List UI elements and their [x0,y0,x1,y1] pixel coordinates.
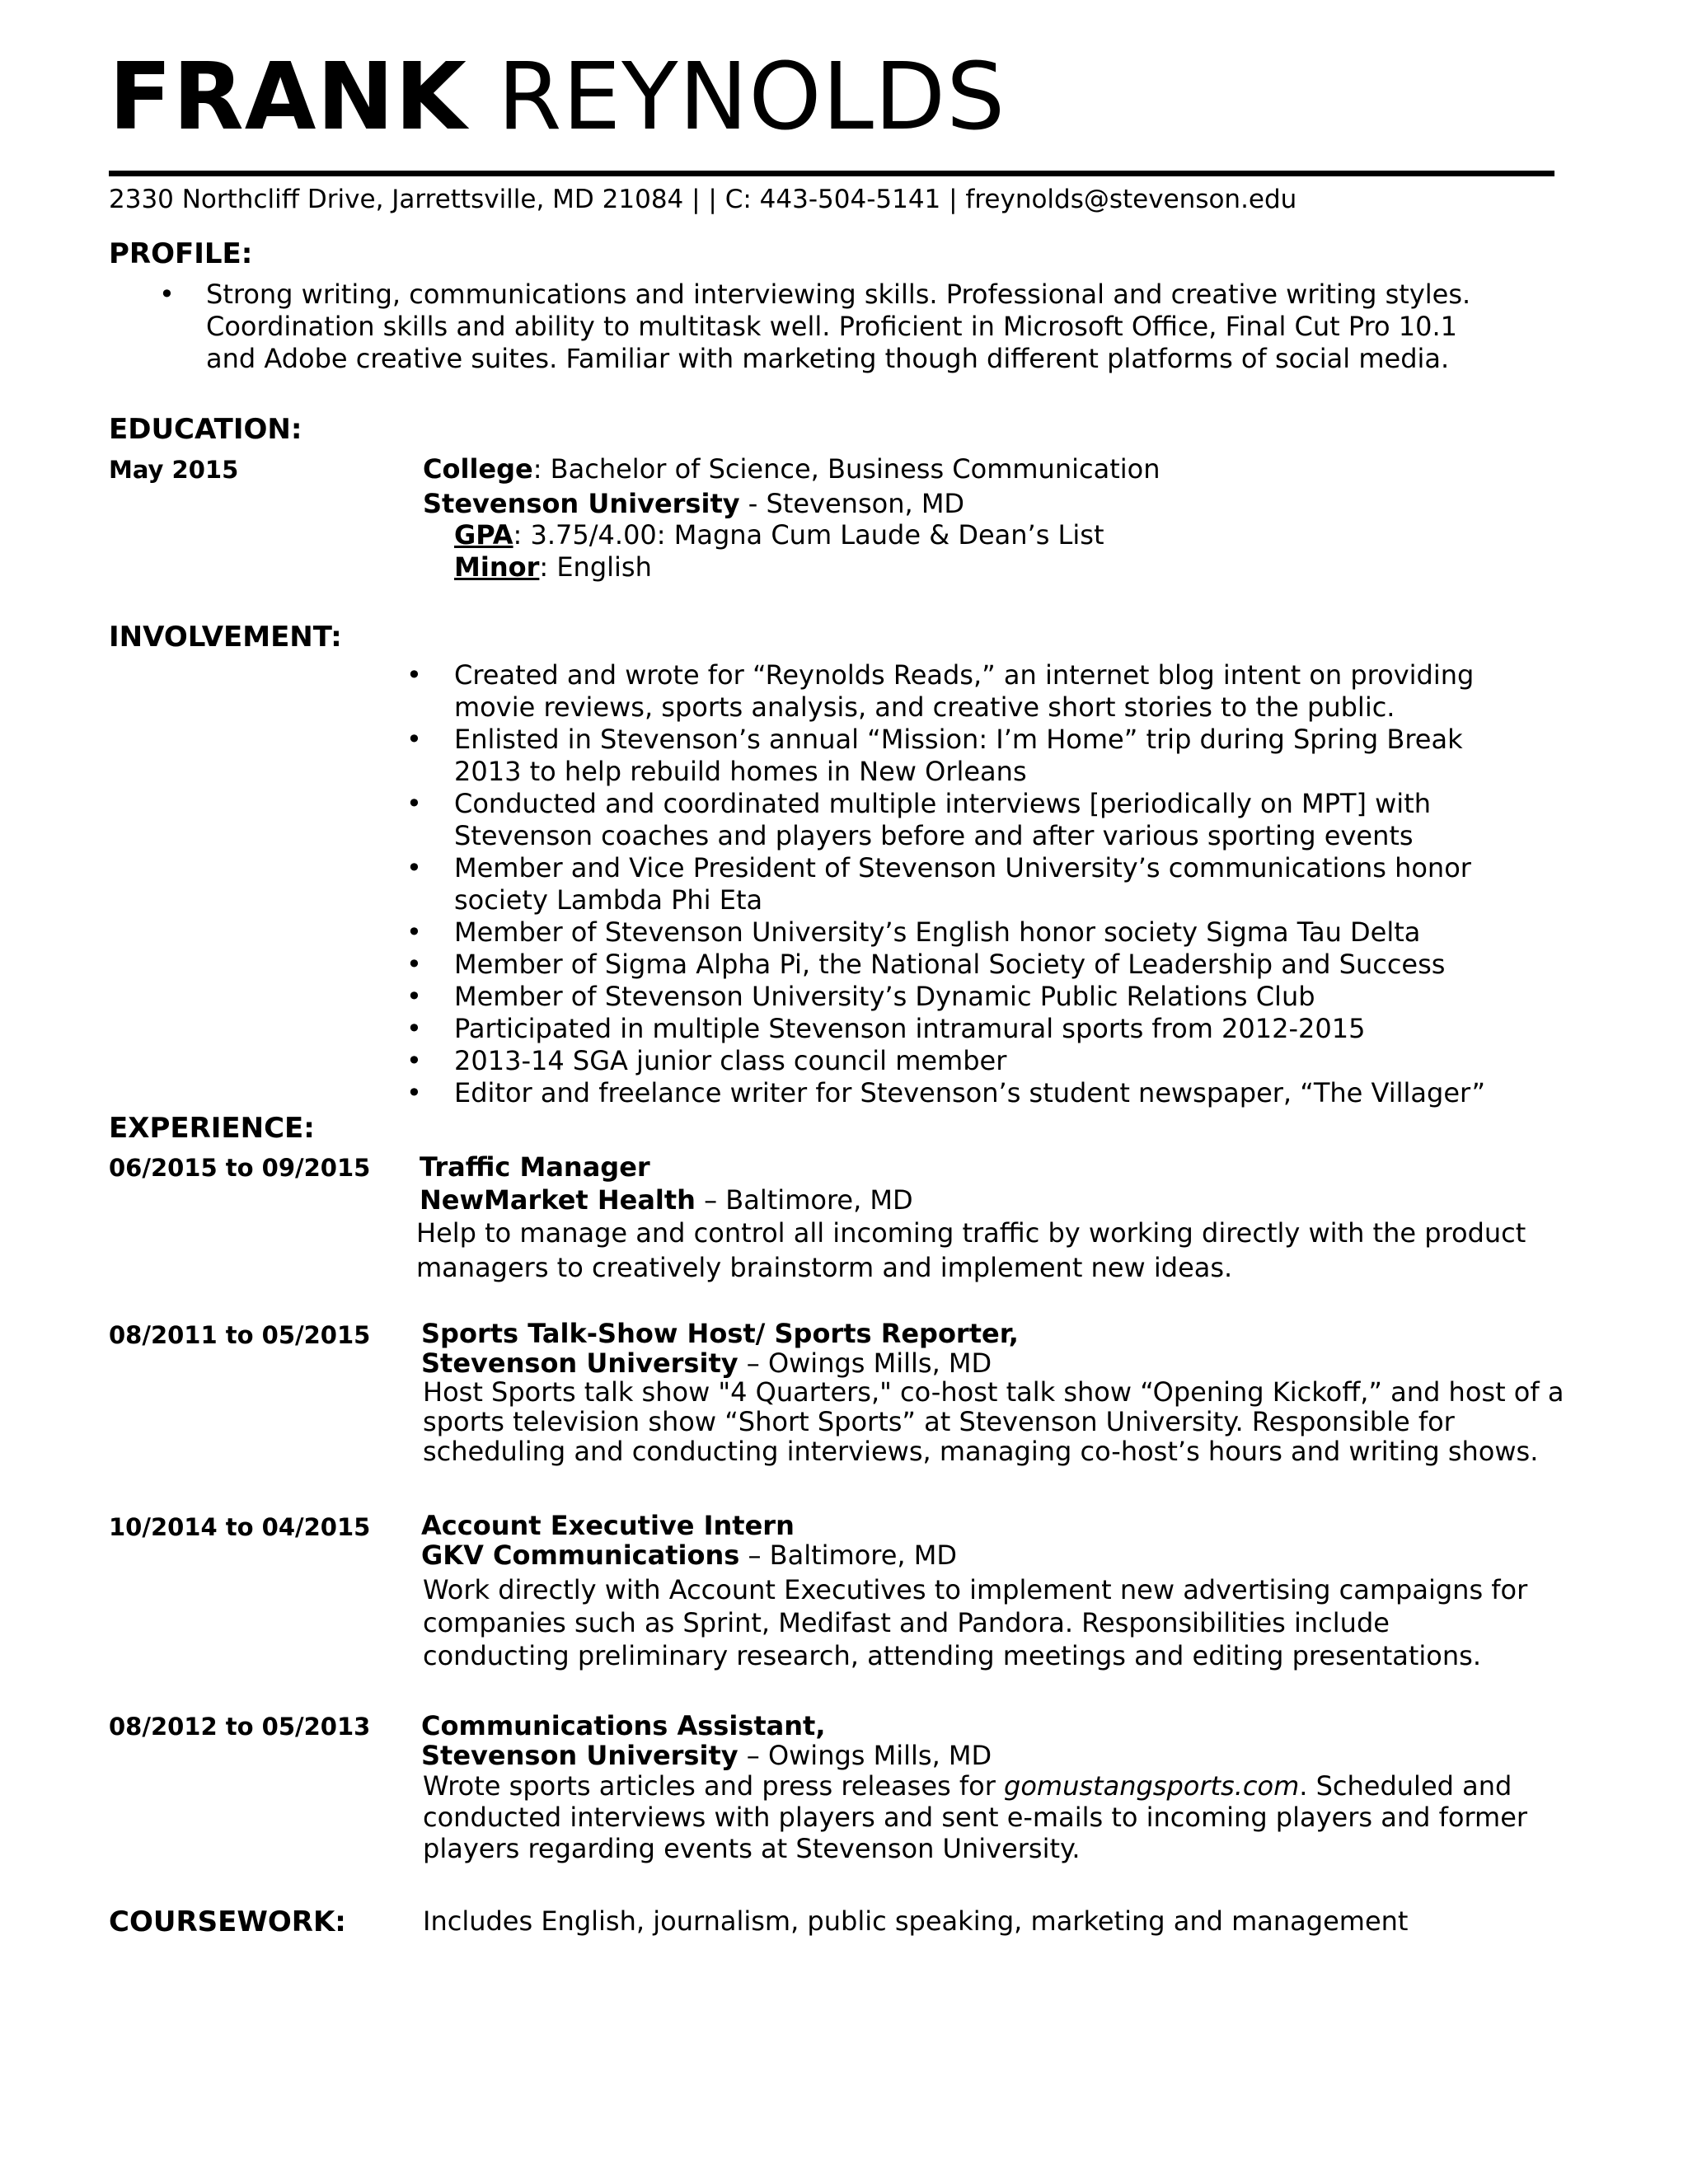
coursework-heading: COURSEWORK: [109,1905,346,1938]
involvement-list [406,659,1486,1109]
minor-value: : English [539,551,652,583]
job-description-line: players regarding events at Stevenson University. [423,1833,1081,1864]
minor-label: Minor [454,551,540,583]
job-company-line [421,1540,957,1572]
company-location: – Baltimore, MD [695,1184,913,1216]
company-location: – Owings Mills, MD [738,1347,992,1379]
school-name: Stevenson University [423,488,740,519]
company-location: – Owings Mills, MD [738,1740,992,1771]
job-title: Traffic Manager [420,1151,650,1183]
experience-heading: EXPERIENCE: [109,1112,315,1145]
profile-bullet: • [159,279,175,310]
gpa-line [454,519,1104,551]
contact-line: 2330 Northcliff Drive, Jarrettsville, MD 21084 | | C: 443-504-5141 | freynolds@stevenson.edu [109,185,1297,214]
job-title: Sports Talk-Show Host/ Sports Reporter, [421,1318,1019,1349]
profile-heading: PROFILE: [109,237,253,270]
gpa-value: : 3.75/4.00: Magna Cum Laude & Dean’s List [513,519,1104,551]
job-description-line: Host Sports talk show "4 Quarters," co-host talk show “Opening Kickoff,” and host of a [423,1376,1564,1408]
list-item: • Conducted and coordinated multiple interviews [periodically on MPT] with Stevenson coaches and players before and after various sporting events [406,788,1432,851]
job-description-line: scheduling and conducting interviews, managing co-host’s hours and writing shows. [423,1436,1539,1467]
job-dates: 08/2012 to 05/2013 [109,1713,371,1741]
company-name: Stevenson University [421,1347,738,1379]
list-item: • Enlisted in Stevenson’s annual “Mission: I’m Home” trip during Spring Break 2013 to help rebuild homes in New Orleans [406,724,1463,787]
coursework-text: Includes English, journalism, public speaking, marketing and management [423,1905,1409,1937]
list-item: • Member and Vice President of Stevenson University’s communications honor society Lambda Phi Eta [406,852,1471,916]
job-description-line: sports television show “Short Sports” at Stevenson University. Responsible for [423,1406,1455,1437]
degree-line [423,453,1160,485]
job-description-line: Work directly with Account Executives to implement new advertising campaigns for [423,1574,1528,1605]
job-title: Communications Assistant, [421,1710,826,1741]
school-location: - Stevenson, MD [739,488,965,519]
college-label: College [423,453,533,485]
gpa-label: GPA [454,519,513,551]
list-item: • Member of Sigma Alpha Pi, the National Society of Leadership and Success [406,949,1446,980]
candidate-name [109,44,1006,151]
job-description-line: Help to manage and control all incoming traffic by working directly with the product [416,1217,1526,1249]
last-name: REYNOLDS [497,44,1006,151]
education-heading: EDUCATION: [109,413,302,446]
first-name: FRANK [109,44,467,151]
list-item: • Participated in multiple Stevenson intramural sports from 2012-2015 [406,1013,1366,1044]
job-title: Account Executive Intern [421,1510,795,1541]
job-company-line [421,1740,992,1772]
job-company-line [420,1184,913,1216]
company-location: – Baltimore, MD [739,1540,958,1571]
list-item: • Member of Stevenson University’s Dynamic Public Relations Club [406,981,1315,1012]
company-name: NewMarket Health [420,1184,696,1216]
company-name: GKV Communications [421,1540,740,1571]
list-item: • Editor and freelance writer for Stevenson’s student newspaper, “The Villager” [406,1077,1486,1108]
job-description-line: companies such as Sprint, Medifast and Pandora. Responsibilities include [423,1607,1390,1638]
job-description-line: Wrote sports articles and press releases for gomustangsports.com. Scheduled and [423,1770,1512,1802]
school-line [423,488,964,520]
job-description-line: conducting preliminary research, attending meetings and editing presentations. [423,1640,1481,1671]
list-item: • Member of Stevenson University’s English honor society Sigma Tau Delta [406,916,1421,948]
college-value: : Bachelor of Science, Business Communication [532,453,1160,485]
job-description-line: conducted interviews with players and sent e-mails to incoming players and former [423,1802,1528,1833]
job-description-line: managers to creatively brainstorm and implement new ideas. [416,1252,1233,1283]
profile-line: Strong writing, communications and interviewing skills. Professional and creative writing styles. [206,279,1471,310]
job-dates: 08/2011 to 05/2015 [109,1321,371,1349]
job-dates: 10/2014 to 04/2015 [109,1513,371,1541]
list-item: • Created and wrote for “Reynolds Reads,” an internet blog intent on providing movie reviews, sports analysis, and creative short stories to the public. [406,659,1475,723]
education-date: May 2015 [109,456,239,484]
company-name: Stevenson University [421,1740,738,1771]
job-company-line [421,1347,992,1380]
profile-line: and Adobe creative suites. Familiar with marketing though different platforms of social media. [206,343,1450,374]
list-item: • 2013-14 SGA junior class council member [406,1045,1007,1076]
website-link: gomustangsports.com [1004,1770,1300,1802]
header-divider [109,171,1554,176]
minor-line [454,551,652,583]
profile-line: Coordination skills and ability to multitask well. Proficient in Microsoft Office, Final Cut Pro 10.1 [206,311,1458,342]
job-dates: 06/2015 to 09/2015 [109,1154,371,1182]
involvement-heading: INVOLVEMENT: [109,621,342,654]
